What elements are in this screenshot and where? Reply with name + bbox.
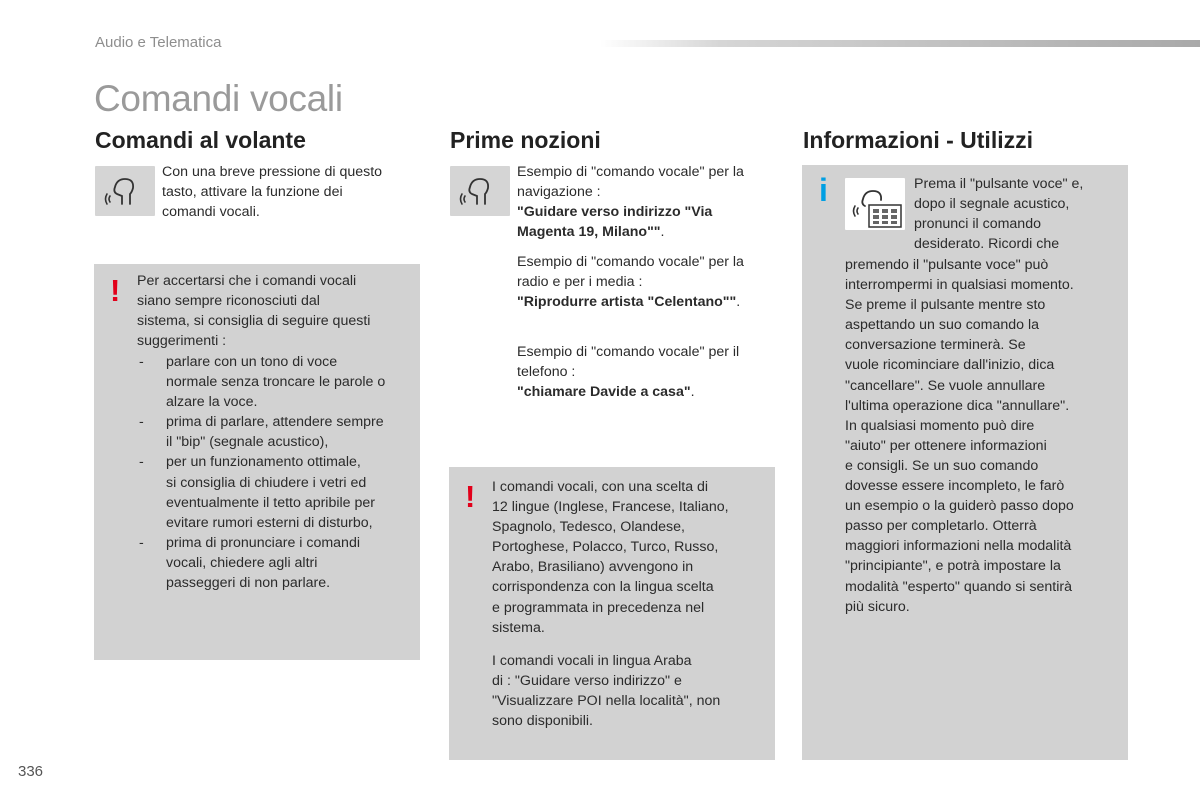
warning-exclamation-icon: ! — [110, 273, 121, 308]
list-item: - prima di parlare, attendere sempre il "bip" (segnale acustico), — [139, 414, 384, 451]
col3-info-body: premendo il "pulsante voce" può interrompermi in qualsiasi momento. Se preme il pulsante mentre sto aspettando un suo comando la conversazione terminerà. Se vuole ricominciare dall'inizio, dica "cancellare". Se vuole annullare l'ultima operazione dica "annullare". In qualsiasi momento può dire "aiuto" per ottenere informazioni e consigli. Se un suo comando dovesse essere incompleto, le farò un esempio o la guiderò passo dopo passo per completarlo. Otterrà maggiori informazioni nella modalità "principiante", e potrà impostare la modalità "esperto" quando si sentirà più sicuro. — [845, 257, 1074, 615]
col2-warning-languages: I comandi vocali, con una scelta di 12 lingue (Inglese, Francese, Italiano, Spagnolo, Tedesco, Olandese, Portoghese, Polacco, Turco, Russo, Arabo, Brasiliano) avvengono in corrispondenza con la lingua scelta e programmata in precedenza nel sistema. — [492, 479, 729, 636]
column-title-prime-nozioni: Prime nozioni — [450, 127, 601, 153]
page-number: 336 — [18, 763, 44, 780]
col2-example-radio: Esempio di "comando vocale" per la radio e per i media : "Riprodurre artista "Celentano"". — [517, 254, 744, 311]
col1-warning-intro: Per accertarsi che i comandi vocali siano sempre riconosciuti dal sistema, si consiglia di seguire questi suggerimenti : — [137, 273, 371, 350]
list-item: - prima di pronunciare i comandi vocali, chiedere agli altri passeggeri di non parlare. — [139, 534, 360, 592]
voice-command-icon — [95, 166, 155, 216]
col1-warning-list — [137, 352, 417, 593]
list-item: - per un funzionamento ottimale, si consiglia di chiudere i vetri ed eventualmente il tetto apribile per evitare rumori esterni di disturbo, — [139, 454, 375, 531]
voice-keypad-icon — [845, 178, 905, 230]
page-title: Comandi vocali — [94, 78, 343, 119]
col2-example-phone: Esempio di "comando vocale" per il telefono : "chiamare Davide a casa". — [517, 344, 740, 401]
section-header: Audio e Telematica — [95, 34, 222, 51]
col1-intro-text: Con una breve pressione di questo tasto, attivare la funzione dei comandi vocali. — [162, 164, 383, 221]
col3-info-intro: Prema il "pulsante voce" e, dopo il segnale acustico, pronunci il comando desiderato. Ricordi che — [914, 176, 1084, 253]
column-title-comandi-al-volante: Comandi al volante — [95, 127, 306, 153]
list-item: - parlare con un tono di voce normale senza troncare le parole o alzare la voce. — [139, 354, 386, 411]
col2-warning-arabic: I comandi vocali in lingua Araba di : "Guidare verso indirizzo" e "Visualizzare POI nella località", non sono disponibili. — [492, 653, 721, 730]
column-title-informazioni-utilizzi: Informazioni - Utilizzi — [803, 127, 1033, 153]
header-decorative-bar — [600, 40, 1200, 47]
col2-example-navigation: Esempio di "comando vocale" per la navigazione : "Guidare verso indirizzo "Via Magenta 19, Milano"". — [517, 164, 744, 241]
info-icon: i — [819, 172, 828, 208]
voice-command-icon — [450, 166, 510, 216]
warning-exclamation-icon: ! — [465, 479, 476, 514]
